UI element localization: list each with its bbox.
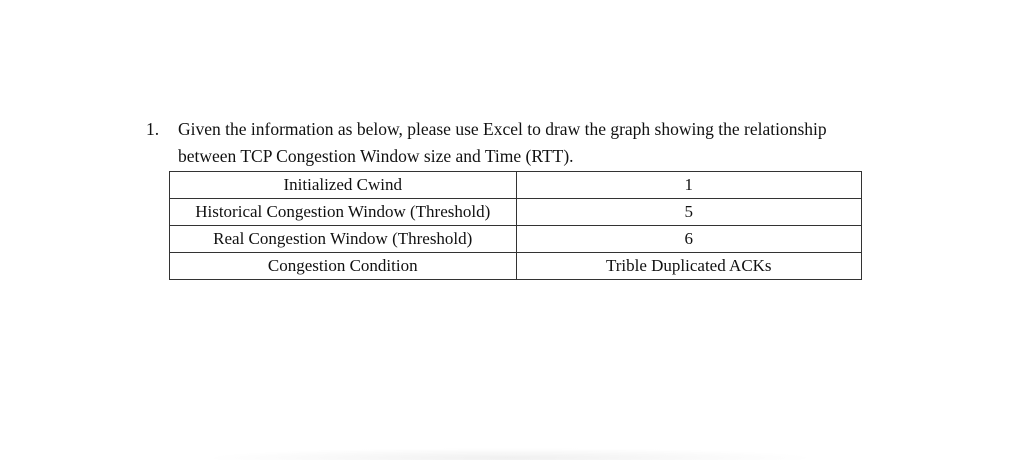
table-row	[170, 253, 862, 280]
table-cell-value: 5	[516, 199, 862, 226]
page-edge-shadow	[200, 448, 820, 460]
question-text	[178, 116, 886, 170]
question-line-1: Given the information as below, please use Excel to draw the graph showing the relationship	[178, 119, 827, 139]
question-line-2: between TCP Congestion Window size and Time (RTT).	[178, 146, 574, 166]
table-cell-label: Initialized Cwind	[170, 172, 517, 199]
table-row	[170, 172, 862, 199]
info-table	[169, 171, 862, 280]
table-cell-value: 6	[516, 226, 862, 253]
table-cell-label: Congestion Condition	[170, 253, 517, 280]
table-cell-value: 1	[516, 172, 862, 199]
table-row	[170, 226, 862, 253]
table-cell-label: Real Congestion Window (Threshold)	[170, 226, 517, 253]
table-cell-value: Trible Duplicated ACKs	[516, 253, 862, 280]
table-row	[170, 199, 862, 226]
question-number: 1.	[146, 119, 160, 139]
question-block	[146, 116, 886, 170]
table-cell-label: Historical Congestion Window (Threshold)	[170, 199, 517, 226]
